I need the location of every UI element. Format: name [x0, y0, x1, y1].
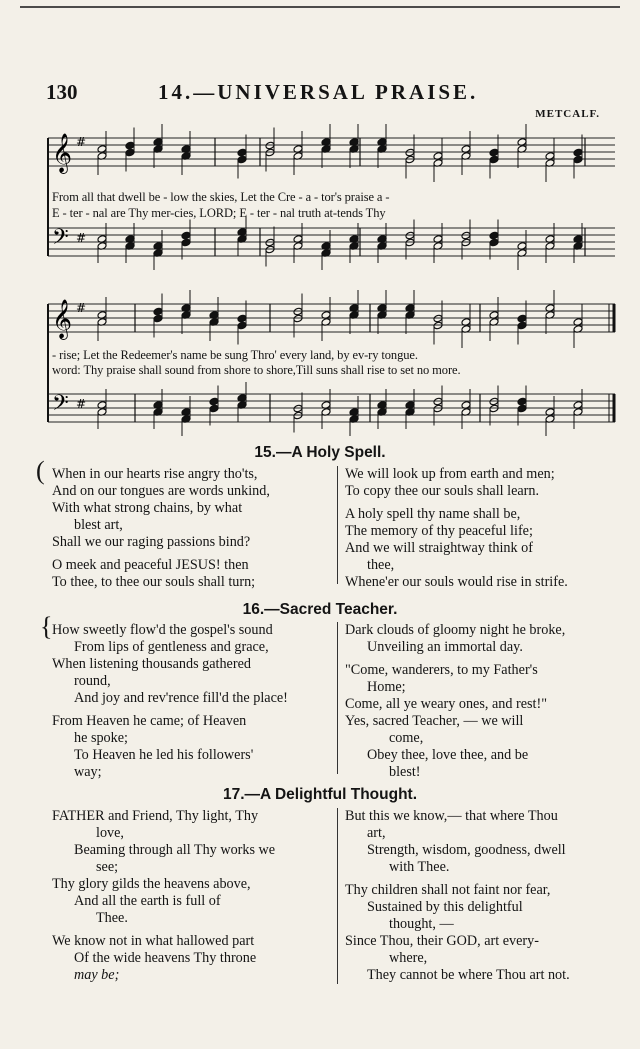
verse-line: The memory of thy peaceful life; — [345, 523, 533, 539]
verse-line: Yes, sacred Teacher, — we will — [345, 713, 524, 729]
bass-note — [209, 397, 219, 406]
treble-clef: 𝄞 — [52, 299, 73, 339]
verse-line: thought, — — [389, 916, 454, 932]
bass-note — [181, 231, 191, 240]
hymn14-header — [46, 80, 606, 106]
column-divider — [337, 622, 338, 774]
verse-line: he spoke; — [74, 730, 128, 746]
bass-note — [517, 404, 527, 413]
verse-line: And joy and rev'rence fill'd the place! — [74, 690, 288, 706]
key-sharp: # — [76, 301, 87, 315]
verse-line: round, — [74, 673, 111, 689]
verse-line: thee, — [367, 557, 395, 573]
treble-note — [237, 148, 247, 157]
verse-line: With what strong chains, by what — [52, 500, 243, 516]
verse-line: Thy glory gilds the heavens above, — [52, 876, 251, 892]
verse-line: come, — [389, 730, 424, 746]
treble-note — [153, 307, 163, 316]
verse-line: And all the earth is full of — [74, 893, 221, 909]
hymn17-right-column — [345, 808, 617, 984]
bass-note — [209, 404, 219, 413]
treble-clef: 𝄞 — [52, 133, 73, 173]
treble-note — [153, 314, 163, 323]
verse-line: Beaming through all Thy works we — [74, 842, 276, 858]
column-divider — [337, 808, 338, 984]
verse-line: How sweetly flow'd the gospel's sound — [52, 622, 273, 638]
verse-line: "Come, wanderers, to my Father's — [345, 662, 538, 678]
verse-line: O meek and peaceful JESUS! then — [52, 557, 249, 573]
hymn15-right-column — [345, 466, 617, 591]
verse-line: FATHER and Friend, Thy light, Thy — [52, 808, 259, 824]
verse-line: with Thee. — [389, 859, 450, 875]
hymn14-lyrics-row1-verse1: From all that dwell be - low the skies, Let the Cre - a - tor's praise a - — [52, 190, 390, 204]
verse-line: see; — [96, 859, 119, 875]
verse-line: art, — [367, 825, 386, 841]
treble-note — [517, 314, 527, 323]
treble-note — [517, 321, 527, 330]
treble-note — [237, 321, 247, 330]
verse-line: where, — [389, 950, 428, 966]
top-rule — [20, 6, 620, 8]
hymn16-right-column — [345, 622, 617, 781]
bass-note — [489, 238, 499, 247]
treble-note — [125, 141, 135, 150]
verse-line: But this we know,— that where Thou — [345, 808, 558, 824]
verse-line: When listening thousands gathered — [52, 656, 251, 672]
verse-line: Shall we our raging passions bind? — [52, 534, 251, 550]
treble-note — [237, 155, 247, 164]
hymn14-lyrics-row2-verse1: - rise; Let the Redeemer's name be sung Thro' every land, by ev-ry tongue. — [52, 348, 418, 362]
verse-line: Unveiling an immortal day. — [367, 639, 523, 655]
verse-line: We will look up from earth and men; — [345, 466, 555, 482]
bass-note — [181, 238, 191, 247]
hymn16-left-column — [52, 622, 332, 781]
verse-line: To thee, to thee our souls shall turn; — [52, 574, 256, 590]
hymn16-title: 16.—Sacred Teacher. — [242, 601, 398, 618]
verse-line: Come, all ye weary ones, and rest!" — [345, 696, 547, 712]
bass-note — [517, 397, 527, 406]
verse-brace: { — [40, 612, 53, 641]
verse-line: Of the wide heavens Thy throne — [74, 950, 257, 966]
verse-line: way; — [74, 764, 102, 780]
key-sharp: # — [76, 231, 87, 245]
column-divider — [337, 466, 338, 584]
verse-line: Strength, wisdom, goodness, dwell — [367, 842, 566, 858]
verse-line: love, — [96, 825, 124, 841]
verse-line: A holy spell thy name shall be, — [345, 506, 521, 522]
treble-note — [489, 155, 499, 164]
verse-line: To Heaven he led his followers' — [74, 747, 254, 763]
verse-line: Thy children shall not faint nor fear, — [345, 882, 551, 898]
verse-line: Sustained by this delightful — [367, 899, 523, 915]
verse-line: And we will straightway think of — [345, 540, 533, 556]
treble-note — [573, 155, 583, 164]
hymn15-title: 15.—A Holy Spell. — [254, 444, 386, 461]
verse-line: Obey thee, love thee, and be — [367, 747, 529, 763]
verse-brace: ( — [36, 456, 45, 485]
hymn17-title: 17.—A Delightful Thought. — [222, 786, 417, 803]
treble-note — [125, 148, 135, 157]
verse-line: blest art, — [74, 517, 123, 533]
hymn15-left-column — [52, 466, 332, 591]
verse-line: When in our hearts rise angry tho'ts, — [52, 466, 258, 482]
key-sharp: # — [76, 397, 87, 411]
bass-note — [489, 231, 499, 240]
hymn14-composer: METCALF. — [535, 108, 600, 120]
verse-line: Thee. — [96, 910, 128, 926]
verse-line: Since Thou, their GOD, art every- — [345, 933, 539, 949]
verse-line: Home; — [367, 679, 406, 695]
verse-line: They cannot be where Thou art not. — [367, 967, 570, 983]
verse-line: We know not in what hallowed part — [52, 933, 255, 949]
verse-line: Whene'er our souls would rise in strife. — [345, 574, 568, 590]
verse-line: And on our tongues are words unkind, — [52, 483, 270, 499]
bass-clef: 𝄢 — [52, 391, 69, 421]
verse-line: From lips of gentleness and grace, — [74, 639, 269, 655]
verse-line: Dark clouds of gloomy night he broke, — [345, 622, 566, 638]
verse-line: may be; — [74, 967, 120, 983]
hymn14-title: 14.—UNIVERSAL PRAISE. — [158, 80, 479, 104]
hymn14-lyrics-row1-verse2: E - ter - nal are Thy mer-cies, LORD; E - ter - nal truth at-tends Thy — [52, 206, 386, 220]
bass-clef: 𝄢 — [52, 225, 69, 255]
treble-note — [237, 314, 247, 323]
key-sharp: # — [76, 135, 87, 149]
hymn14-lyrics-row2-verse2: word: Thy praise shall sound from shore to shore,Till suns shall rise to set no more. — [52, 363, 461, 377]
treble-note — [573, 148, 583, 157]
verse-line: blest! — [389, 764, 421, 780]
verse-line: To copy thee our souls shall learn. — [345, 483, 540, 499]
verse-line: From Heaven he came; of Heaven — [52, 713, 247, 729]
hymn17-left-column — [52, 808, 334, 984]
treble-note — [489, 148, 499, 157]
page-number: 130 — [46, 80, 78, 104]
